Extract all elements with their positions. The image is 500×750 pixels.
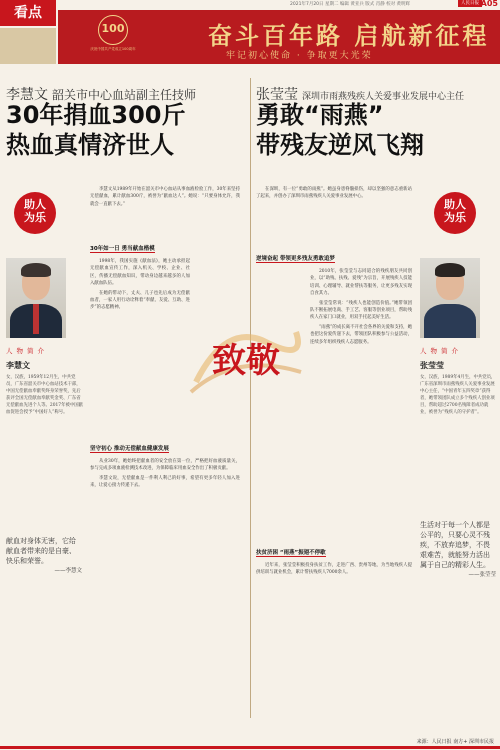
right-body-top (256, 186, 412, 203)
centenary-banner (58, 10, 500, 64)
right-headline-line1: 勇敢“雨燕” (256, 101, 384, 129)
source-footer: 来源：人民日报 南方+ 深圳市民报 (416, 739, 494, 745)
banner-slogan: 奋斗百年路 启航新征程 (208, 21, 490, 50)
top-bar (0, 0, 500, 21)
left-body-top (90, 186, 240, 210)
right-paragraph-3: 张莹莹常说：“残疾人也能创造价值。”她带领团队不断拓展电商、手工艺、客服等创业项目，帮助残疾人在家门口就业，用双手托起美好生活。 (310, 300, 412, 321)
left-headline-line1: 30年捐血300斤 (6, 101, 186, 129)
right-headline (256, 100, 424, 160)
left-profile-tag: 人物简介 (6, 347, 48, 355)
logo-number: 100 (101, 22, 125, 35)
right-quote (420, 520, 496, 580)
edition-badge: 人民日报 (458, 0, 482, 7)
section-label: 看点 (0, 0, 56, 26)
left-bio: 女，汉族，1959年12月生，中共党员，广东省韶关市中心血站技术干部，中国无偿献血奉献奖终身荣誉奖，先后获评全国无偿献血奉献奖金奖、广东省无偿献血先进个人等。2017年被中国献血促进会授予“中国好人”称号。 (6, 375, 84, 415)
right-person-title: 深圳市雨燕残疾人关爱事业发展中心主任 (302, 92, 465, 102)
right-paragraph-4: “雨燕”的成长离不开社会各界的关爱和支持，她也把这份爱传递下去，带领团队积极参与公益活动，连续多年组织残疾人志愿服务。 (310, 324, 412, 345)
tribute-mark (186, 312, 306, 402)
right-body-mid (310, 268, 412, 348)
left-badge-line1: 助人 (24, 198, 46, 211)
right-paragraph-5: 近年来，张莹莹积极投身扶贫工作，走进广西、贵州等地，为当地残疾人提供培训与就业机会，累计帮扶残疾人7000余人。 (256, 563, 412, 576)
left-person-title: 韶关市中心血站副主任技师 (52, 88, 197, 102)
right-paragraph-1: 在深圳，有一位“勇敢的雨燕”。她虽身患脊髓损伤，却以坚强的意志重新站了起来，并创办了深圳市雨燕残疾人关爱事业发展中心。 (256, 187, 412, 200)
left-paragraph-3: 在她的带动下，丈夫、儿子也先后成为无偿献血者，一家人用行动诠释着“奉献、友爱、互助、进步”的志愿精神。 (90, 290, 190, 311)
left-quote-by: ——李慧文 (54, 568, 82, 574)
left-person-name: 李慧文 (6, 87, 48, 103)
left-badge (14, 192, 56, 234)
centenary-logo (78, 15, 148, 59)
right-quote-text: 生活对于每一个人都是公平的，只要心灵不残疾，不放弃追梦，不畏艰难苦，就能努力活出属于自己的精彩人生。 (420, 521, 490, 569)
right-subhead-2: 扶贫济困 “雨燕”振翅不停歇 (256, 550, 326, 556)
tribute-text: 致敬 (212, 341, 280, 381)
left-badge-line2: 为乐 (24, 211, 46, 224)
right-caption-name: 张莹莹 (420, 361, 444, 370)
left-headline-line2: 热血真情济世人 (6, 131, 174, 159)
left-body-bottom (90, 458, 240, 492)
right-badge (434, 192, 476, 234)
left-portrait (6, 258, 66, 338)
left-paragraph-2: 1998年，我国实施《献血法》，她主动承担起无偿献血宣传工作，深入机关、学校、企业、社区，传播无偿献血知识，带动身边越来越多的人加入献血队伍。 (90, 259, 190, 287)
right-badge-line1: 助人 (444, 198, 466, 211)
left-quote (6, 536, 82, 576)
left-caption-name: 李慧文 (6, 361, 30, 370)
issue-meta: 2021年7月20日 星期二 编辑 黄亚兵 版式 肖静 校对 黄明辉 (290, 2, 411, 7)
right-badge-line2: 为乐 (444, 211, 466, 224)
right-portrait (420, 258, 480, 338)
decorative-band (0, 28, 56, 64)
right-headline-line2: 带残友逆风飞翔 (256, 131, 424, 159)
left-quote-text: 献血对身体无害，它给献血者带来的是自豪、快乐和荣誉。 (6, 537, 76, 565)
left-body-mid (90, 258, 190, 314)
logo-text: 庆祝中国共产党成立100周年 (90, 47, 136, 51)
right-profile-tag: 人物简介 (420, 347, 462, 355)
right-bio: 女，汉族，1989年4月生，中共党员，广东省深圳市雨燕残疾人关爱事业发展中心主任，“中国青年五四奖章”获得者，她带领团队成立多个残疾人创业项目，帮助超过2700名残障者成功就业，被誉为“残疾人的守护者”。 (420, 375, 496, 415)
right-subhead-1: 逆境奋起 带领更多残友勇敢追梦 (256, 256, 335, 262)
left-subhead-2: 坚守初心 推动无偿献血健康发展 (90, 446, 169, 452)
right-person-name: 张莹莹 (256, 87, 298, 103)
left-paragraph-4: 从业30年，她始终把献血者的安全放在第一位，严格把好血液质量关，参与完成多项血液检测技术改进，为保障临床用血安全作出了积极贡献。 (90, 459, 240, 472)
left-headline (6, 100, 186, 160)
left-paragraph-1: 李慧文从1989年开始在韶关市中心血站从事血液检验工作，30年来坚持无偿献血，累计献血300斤，被誉为“献血达人”。她说：“只要身体允许，我就会一直献下去。” (90, 187, 240, 207)
right-quote-by: ——张莹莹 (468, 572, 496, 578)
bottom-rule (0, 746, 500, 749)
right-paragraph-2: 2010年，张莹莹与志同道合的残疾朋友共同创业，以“助残、扶残、爱残”为宗旨，开展残疾人技能培训、心理辅导、就业帮扶等服务，让更多残友实现自食其力。 (310, 269, 412, 297)
left-paragraph-5: 李慧文说，无偿献血是一件利人利己的好事，希望有更多年轻人加入进来，让爱心接力传递下去。 (90, 475, 240, 489)
right-body-bottom (256, 562, 412, 579)
banner-subslogan: 牢记初心使命 · 争取更大光荣 (226, 51, 373, 61)
page-number: A05 (480, 0, 498, 8)
left-subhead-1: 30年如一日 勇当献血楷模 (90, 246, 155, 252)
